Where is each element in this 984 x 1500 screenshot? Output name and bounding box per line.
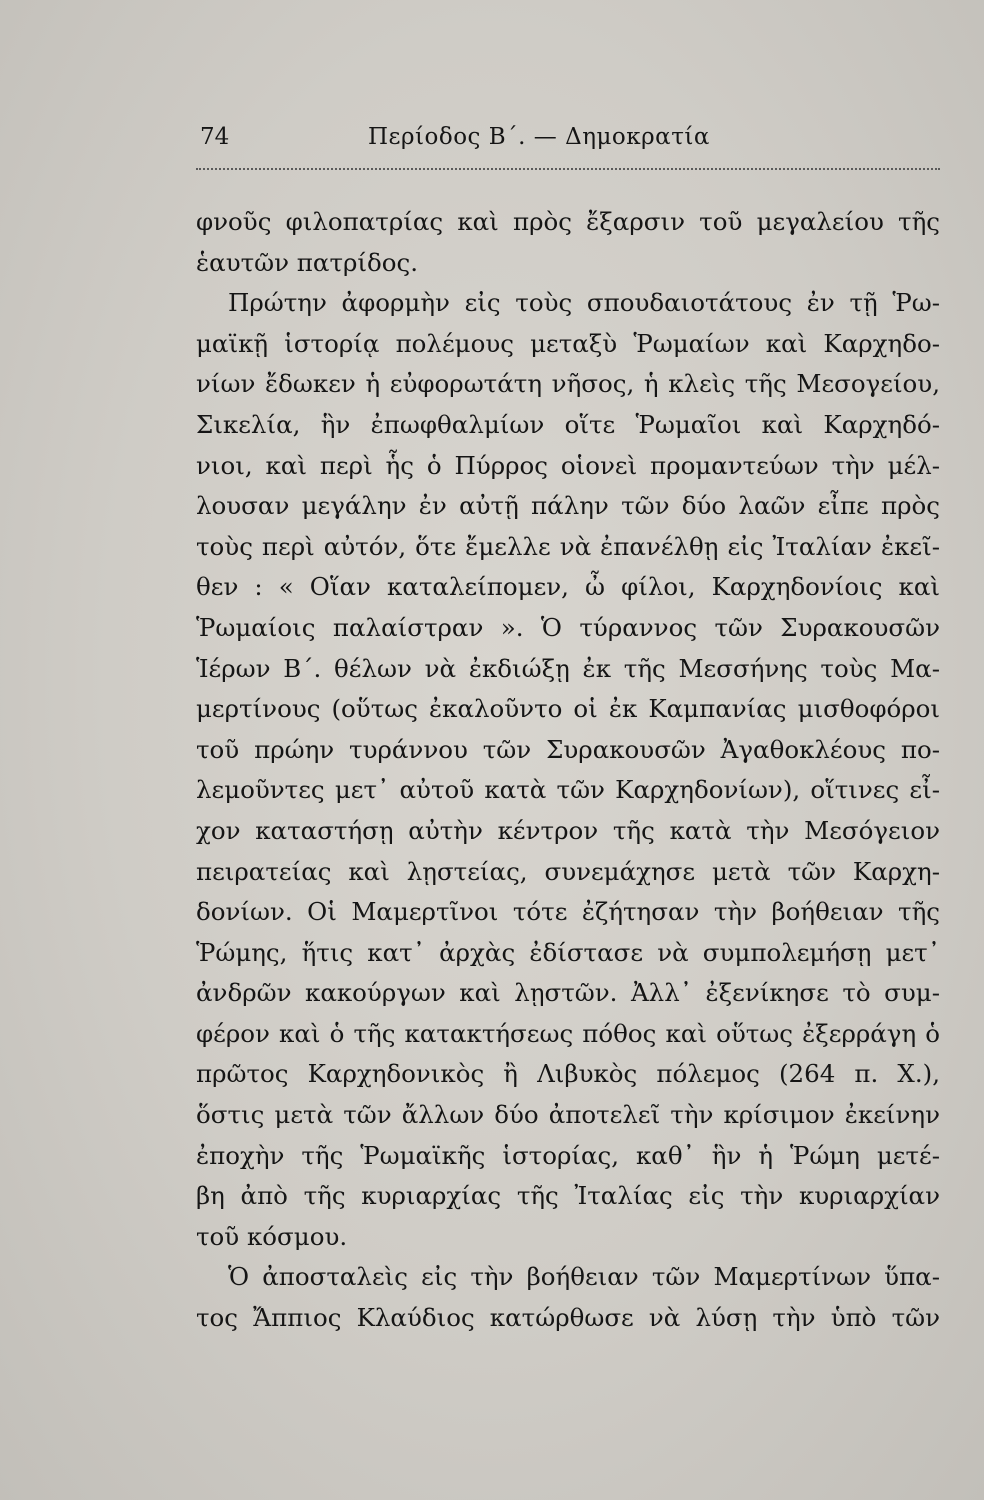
- text-line: φνοῦς φιλοπατρίας καὶ πρὸς ἔξαρσιν τοῦ μεγαλείου τῆς: [196, 207, 940, 236]
- text-line: νίων ἔδωκεν ἡ εὐφορωτάτη νῆσος, ἡ κλεὶς τῆς Μεσογείου,: [196, 369, 940, 399]
- running-head: Περίοδος Β΄. — Δημοκρατία: [368, 124, 710, 150]
- text-line: τοῦ κόσμου.: [196, 1221, 348, 1251]
- header-rule: [196, 168, 940, 170]
- text-line: πρῶτος Καρχηδονικὸς ἢ Λιβυκὸς πόλεμος (264 π. Χ.),: [196, 1059, 940, 1089]
- text-line: θεν : « Οἵαν καταλείπομεν, ὦ φίλοι, Καρχηδονίοις καὶ: [196, 572, 940, 602]
- text-line: δονίων. Οἱ Μαμερτῖνοι τότε ἐζήτησαν τὴν βοήθειαν τῆς: [196, 897, 940, 927]
- text-line: τος Ἄππιος Κλαύδιος κατώρθωσε νὰ λύσῃ τὴν ὑπὸ τῶν: [196, 1303, 940, 1333]
- text-line: ὅστις μετὰ τῶν ἄλλων δύο ἀποτελεῖ τὴν κρίσιμον ἐκείνην: [196, 1100, 940, 1130]
- text-line: Ὁ ἀποσταλεὶς εἰς τὴν βοήθειαν τῶν Μαμερτίνων ὕπα-: [228, 1262, 940, 1292]
- text-line: Πρώτην ἀφορμὴν εἰς τοὺς σπουδαιοτάτους ἐν τῇ Ῥω-: [228, 288, 940, 318]
- paragraph-3: [196, 1257, 940, 1338]
- text-line: φέρον καὶ ὁ τῆς κατακτήσεως πόθος καὶ οὕτως ἐξερράγη ὁ: [196, 1018, 940, 1048]
- page-number: 74: [200, 124, 230, 150]
- text-line: τοῦ πρώην τυράννου τῶν Συρακουσῶν Ἀγαθοκλέους πο-: [196, 734, 940, 764]
- text-line: νιοι, καὶ περὶ ἧς ὁ Πύρρος οἱονεὶ προμαντεύων τὴν μέλ-: [196, 450, 940, 480]
- text-line: Ἱέρων Β΄. θέλων νὰ ἐκδιώξῃ ἐκ τῆς Μεσσήνης τοὺς Μα-: [196, 653, 940, 683]
- text-line: Ῥώμης, ἥτις κατ᾽ ἀρχὰς ἐδίστασε νὰ συμπολεμήσῃ μετ᾽: [196, 937, 940, 967]
- text-line: ἀνδρῶν κακούργων καὶ λῃστῶν. Ἀλλ᾽ ἐξενίκησε τὸ συμ-: [196, 978, 940, 1008]
- text-line: λουσαν μεγάλην ἐν αὐτῇ πάλην τῶν δύο λαῶν εἶπε πρὸς: [196, 491, 940, 521]
- text-line: μαϊκῇ ἱστορίᾳ πολέμους μεταξὺ Ῥωμαίων καὶ Καρχηδο-: [196, 328, 940, 358]
- text-line: μερτίνους (οὕτως ἐκαλοῦντο οἱ ἐκ Καμπανίας μισθοφόροι: [196, 694, 940, 724]
- text-line: χον καταστήσῃ αὐτὴν κέντρον τῆς κατὰ τὴν Μεσόγειον: [196, 815, 940, 845]
- paragraph-2: [196, 283, 940, 1257]
- text-line: ἑαυτῶν πατρίδος.: [196, 247, 419, 277]
- text-line: πειρατείας καὶ λῃστείας, συνεμάχησε μετὰ τῶν Καρχη-: [196, 856, 940, 886]
- text-line: βη ἀπὸ τῆς κυριαρχίας τῆς Ἰταλίας εἰς τὴν κυριαρχίαν: [196, 1181, 940, 1211]
- page-header: [198, 120, 938, 160]
- text-line: Ῥωμαίοις παλαίστραν ». Ὁ τύραννος τῶν Συρακουσῶν: [196, 612, 940, 642]
- body-text: [196, 202, 940, 1339]
- text-line: τοὺς περὶ αὐτόν, ὅτε ἔμελλε νὰ ἐπανέλθῃ εἰς Ἰταλίαν ἐκεῖ-: [196, 531, 940, 561]
- text-line: ἐποχὴν τῆς Ῥωμαϊκῆς ἱστορίας, καθ᾽ ἣν ἡ Ῥώμη μετέ-: [196, 1140, 940, 1170]
- text-line: λεμοῦντες μετ᾽ αὐτοῦ κατὰ τῶν Καρχηδονίων), οἵτινες εἶ-: [196, 775, 940, 805]
- paragraph-1: [196, 202, 940, 283]
- text-line: Σικελία, ἣν ἐπωφθαλμίων οἵτε Ῥωμαῖοι καὶ Καρχηδό-: [196, 409, 940, 439]
